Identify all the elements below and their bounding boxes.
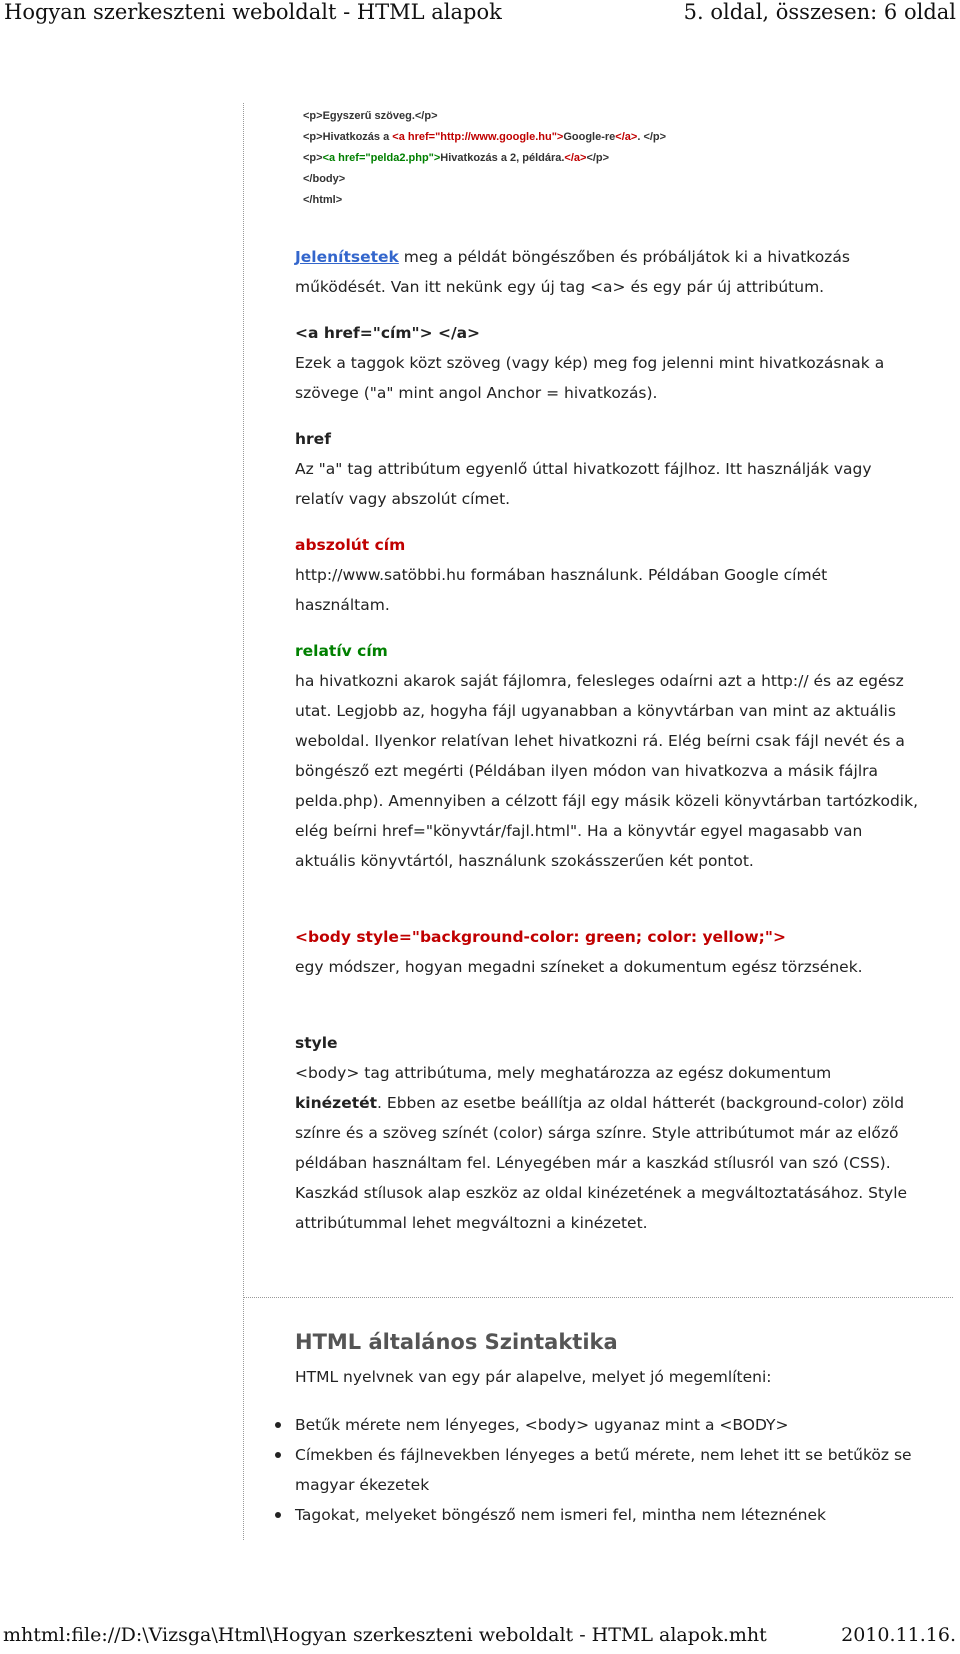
- page-header: [0, 0, 960, 30]
- bullet-icon: [275, 1512, 281, 1518]
- code-sample: [303, 106, 666, 211]
- term-href: href: [295, 430, 331, 448]
- term-body-style-desc: egy módszer, hogyan megadni színeket a dokumentum egész törzsének.: [295, 958, 863, 976]
- file-path: mhtml:file://D:\Vizsga\Html\Hogyan szerkeszteni weboldalt - HTML alapok.mht: [3, 1624, 767, 1646]
- term-relative-url: relatív cím: [295, 642, 388, 660]
- document-title: Hogyan szerkeszteni weboldalt - HTML alapok: [4, 0, 502, 24]
- page-footer: [0, 1624, 960, 1654]
- intro-paragraph: Jelenítsetek meg a példát böngészőben és próbáljátok ki a hivatkozás működését. Van itt nekünk egy új tag <a> és egy pár új attribútum.: [295, 248, 850, 296]
- page-number: 5. oldal, összesen: 6 oldal: [683, 0, 956, 24]
- list-item: Címekben és fájlnevekben lényeges a betű mérete, nem lehet itt se betűköz se magyar ékezetek: [295, 1440, 920, 1500]
- term-absolute-url: abszolút cím: [295, 536, 406, 554]
- term-style-desc: <body> tag attribútuma, mely meghatározza az egész dokumentum kinézetét. Ebben az esetbe beállítja az oldal hátterét (background-color) zöld színre és a szöveg színét (color) sárga színre. Style attribútumot már az előző példában használtam fel. Lényegében már a kaszkád stílusról van szó (CSS). Kaszkád stílusok alap eszköz az oldal kinézetének a megváltoztatásához. Style attribútummal lehet megváltozni a kinézetet.: [295, 1064, 908, 1232]
- term-body-style: <body style="background-color: green; color: yellow;">: [295, 928, 786, 946]
- term-absolute-url-desc: http://www.satöbbi.hu formában használunk. Példában Google címét használtam.: [295, 566, 828, 614]
- list-item: Betűk mérete nem lényeges, <body> ugyanaz mint a <BODY>: [295, 1410, 920, 1440]
- term-anchor-tag: <a href="cím"> </a>: [295, 324, 481, 342]
- print-date: 2010.11.16.: [841, 1624, 956, 1646]
- syntax-list: [295, 1410, 920, 1530]
- display-example-link[interactable]: Jelenítsetek: [295, 248, 399, 266]
- left-dotted-border: [243, 103, 244, 1540]
- term-href-desc: Az "a" tag attribútum egyenlő úttal hivatkozott fájlhoz. Itt használják vagy relatív vagy abszolút címet.: [295, 460, 872, 508]
- syntax-intro: HTML nyelvnek van egy pár alapelve, melyet jó megemlíteni:: [295, 1368, 772, 1386]
- code-line: <p>Egyszerű szöveg.</p>: [303, 110, 438, 122]
- syntax-heading: HTML általános Szintaktika: [295, 1330, 618, 1354]
- term-style: style: [295, 1034, 338, 1052]
- bullet-icon: [275, 1452, 281, 1458]
- term-anchor-desc: Ezek a taggok közt szöveg (vagy kép) meg fog jelenni mint hivatkozásnak a szövege ("a" mint angol Anchor = hivatkozás).: [295, 354, 885, 402]
- section-divider: [243, 1297, 953, 1298]
- bullet-icon: [275, 1422, 281, 1428]
- term-relative-url-desc: ha hivatkozni akarok saját fájlomra, felesleges odaírni azt a http:// és az egész utat. Legjobb az, hogyha fájl ugyanabban a könyvtárban van mint az aktuális weboldal. Ilyenkor relatívan lehet hivatkozni rá. Elég beírni csak fájl nevét és a böngésző ezt megérti (Példában ilyen módon van hivatkozva a másik fájlra pelda.php). Amennyiben a célzott fájl egy másik közeli könyvtárban tartózkodik, elég beírni href="könyvtár/fajl.html". Ha a könyvtár egyel magasabb van aktuális könyvtártól, használunk szokásszerűen két pontot.: [295, 672, 919, 870]
- list-item: Tagokat, melyeket böngésző nem ismeri fel, mintha nem léteznének: [295, 1500, 920, 1530]
- code-line: </body>: [303, 173, 346, 185]
- code-line: </html>: [303, 194, 343, 206]
- code-line: <p>Hivatkozás a <a href="http://www.google.hu">Google-re</a>. </p>: [303, 131, 667, 143]
- code-line: <p><a href="pelda2.php">Hivatkozás a 2, példára.</a></p>: [303, 152, 610, 164]
